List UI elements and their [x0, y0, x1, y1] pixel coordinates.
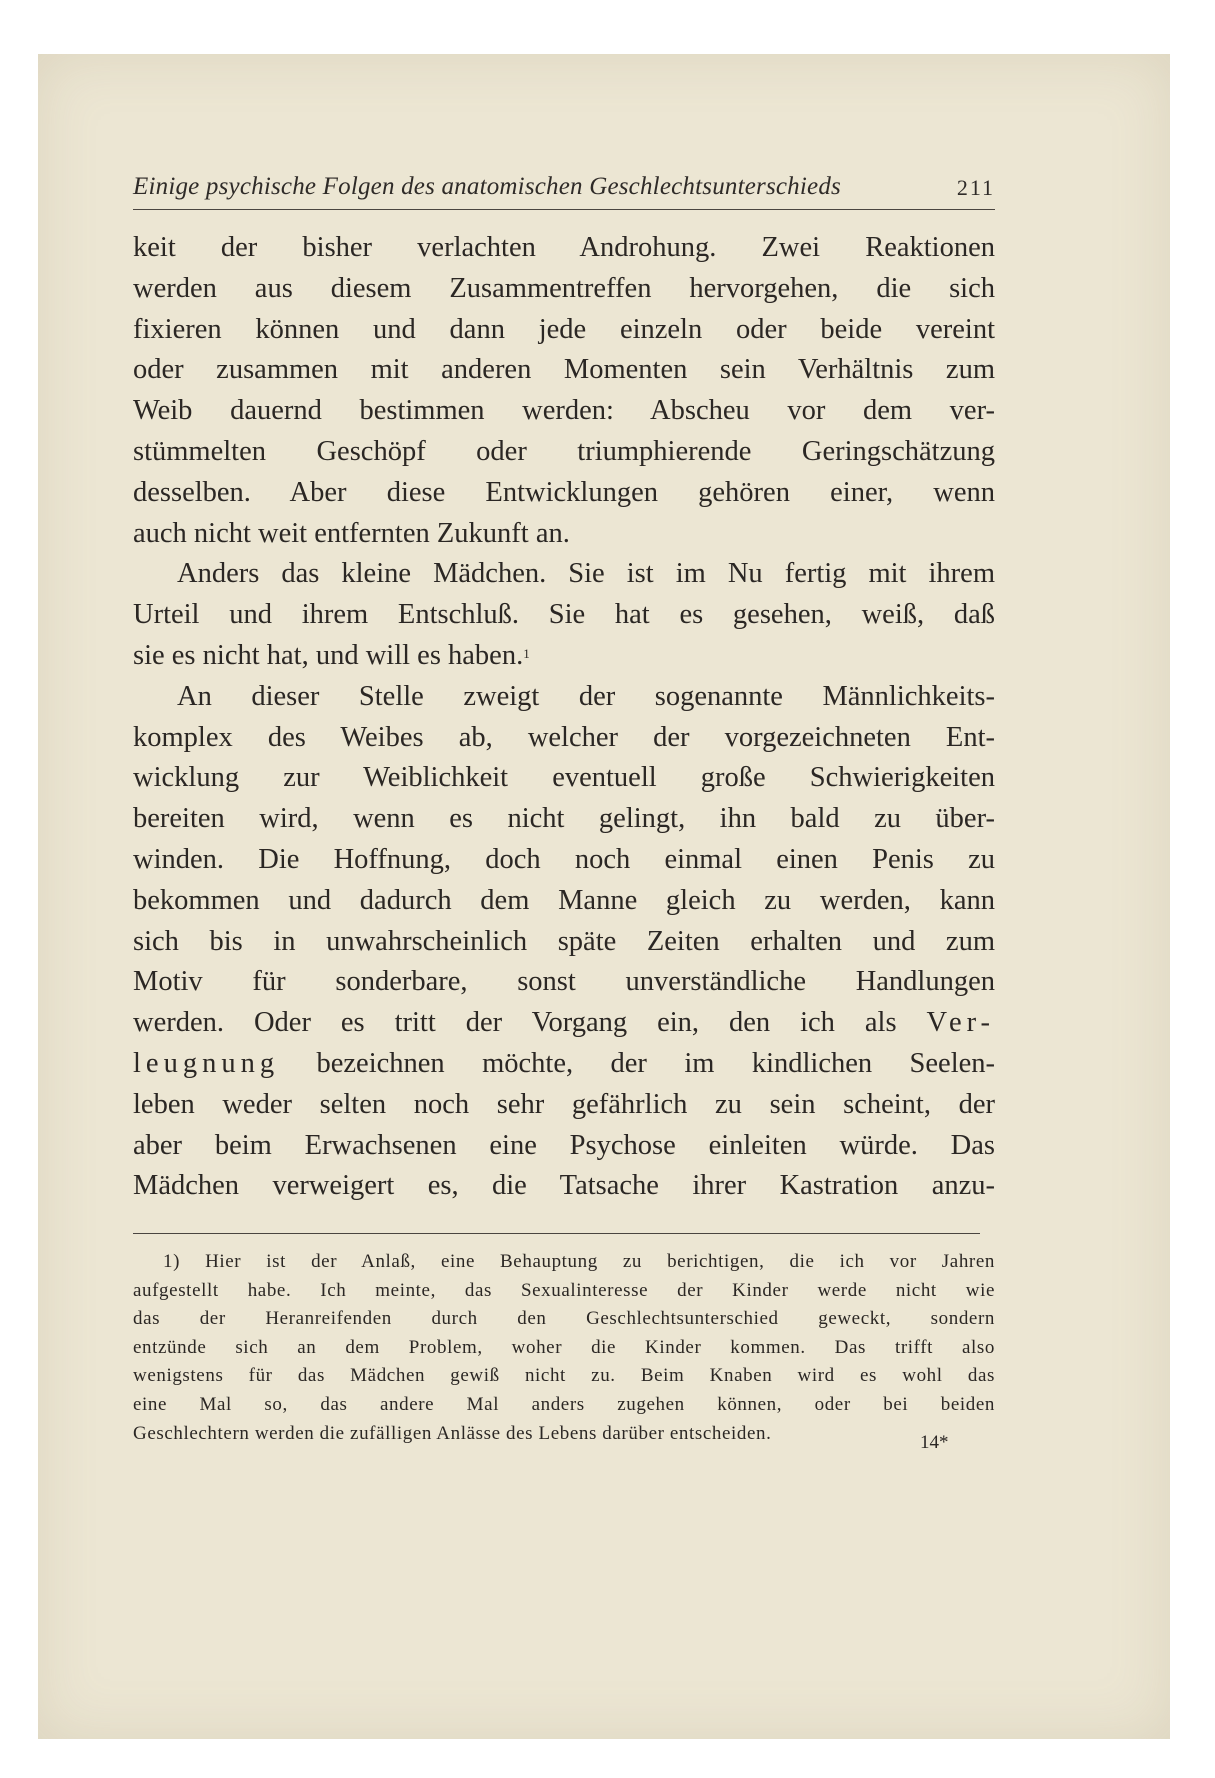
footnote-line: eine Mal so, das andere Mal anders zugehen können, oder bei beiden [133, 1393, 995, 1415]
body-line: sich bis in unwahrscheinlich späte Zeiten erhalten und zum [133, 925, 995, 957]
body-line: bekommen und dadurch dem Manne gleich zu werden, kann [133, 884, 995, 916]
body-line: stümmelten Geschöpf oder triumphierende Geringschätzung [133, 435, 995, 467]
body-line: komplex des Weibes ab, welcher der vorgezeichneten Ent- [133, 721, 995, 753]
footnotes [133, 1248, 995, 1448]
emphasized-word: Ver- [926, 1007, 995, 1039]
body-line: werden aus diesem Zusammentreffen hervorgehen, die sich [133, 272, 995, 304]
body-text [133, 228, 995, 1207]
footnote-line: aufgestellt habe. Ich meinte, das Sexualinteresse der Kinder werde nicht wie [133, 1279, 995, 1301]
body-line: bereiten wird, wenn es nicht gelingt, ihn bald zu über- [133, 803, 995, 835]
signature-mark: 14* [920, 1432, 949, 1453]
body-line: Anders das kleine Mädchen. Sie ist im Nu fertig mit ihrem [177, 558, 995, 590]
body-line-text: werden. Oder es tritt der Vorgang ein, den ich als [133, 1007, 897, 1039]
footnote-reference: 1 [523, 645, 530, 661]
body-line-text: bezeichnen möchte, der im kindlichen Seelen- [316, 1047, 995, 1079]
body-line: An dieser Stelle zweigt der sogenannte Männlichkeits- [177, 680, 995, 712]
page-header [133, 168, 995, 210]
body-line: leben weder selten noch sehr gefährlich zu sein scheint, der [133, 1088, 995, 1120]
body-line: Mädchen verweigert es, die Tatsache ihrer Kastration anzu- [133, 1170, 995, 1202]
body-line [133, 1044, 995, 1085]
body-line: Weib dauernd bestimmen werden: Abscheu vor dem ver- [133, 395, 995, 427]
body-line: oder zusammen mit anderen Momenten sein Verhältnis zum [133, 354, 995, 386]
body-line-text: sie es nicht hat, und will es haben. [133, 639, 524, 671]
footnote-line: das der Heranreifenden durch den Geschlechtsunterschied geweckt, sondern [133, 1308, 995, 1330]
body-line: fixieren können und dann jede einzeln oder beide vereint [133, 313, 995, 345]
body-line: Motiv für sonderbare, sonst unverständliche Handlungen [133, 966, 995, 998]
body-line: auch nicht weit entfernten Zukunft an. [133, 517, 570, 549]
body-line: keit der bisher verlachten Androhung. Zwei Reaktionen [133, 232, 995, 263]
body-line [133, 1003, 995, 1044]
page-number: 211 [956, 175, 995, 200]
body-line: aber beim Erwachsenen eine Psychose einleiten würde. Das [133, 1129, 995, 1161]
body-line: wicklung zur Weiblichkeit eventuell große Schwierigkeiten [133, 762, 995, 794]
body-line: desselben. Aber diese Entwicklungen gehören einer, wenn [133, 476, 995, 508]
footnote-line: Geschlechtern werden die zufälligen Anlässe des Lebens darüber entscheiden. [133, 1422, 772, 1444]
emphasized-word: leugnung [133, 1047, 280, 1079]
body-line: winden. Die Hoffnung, doch noch einmal einen Penis zu [133, 843, 995, 875]
running-head: Einige psychische Folgen des anatomischen Geschlechtsunterschieds [133, 173, 841, 200]
body-line: Urteil und ihrem Entschluß. Sie hat es gesehen, weiß, daß [133, 599, 995, 631]
footnote-line: 1) Hier ist der Anlaß, eine Behauptung zu berichtigen, die ich vor Jahren [163, 1251, 995, 1272]
body-line [133, 636, 995, 677]
footnote-line: entzünde sich an dem Problem, woher die Kinder kommen. Das trifft also [133, 1336, 995, 1358]
footnote-divider [133, 1233, 980, 1234]
footnote-line: wenigstens für das Mädchen gewiß nicht zu. Beim Knaben wird es wohl das [133, 1365, 995, 1387]
